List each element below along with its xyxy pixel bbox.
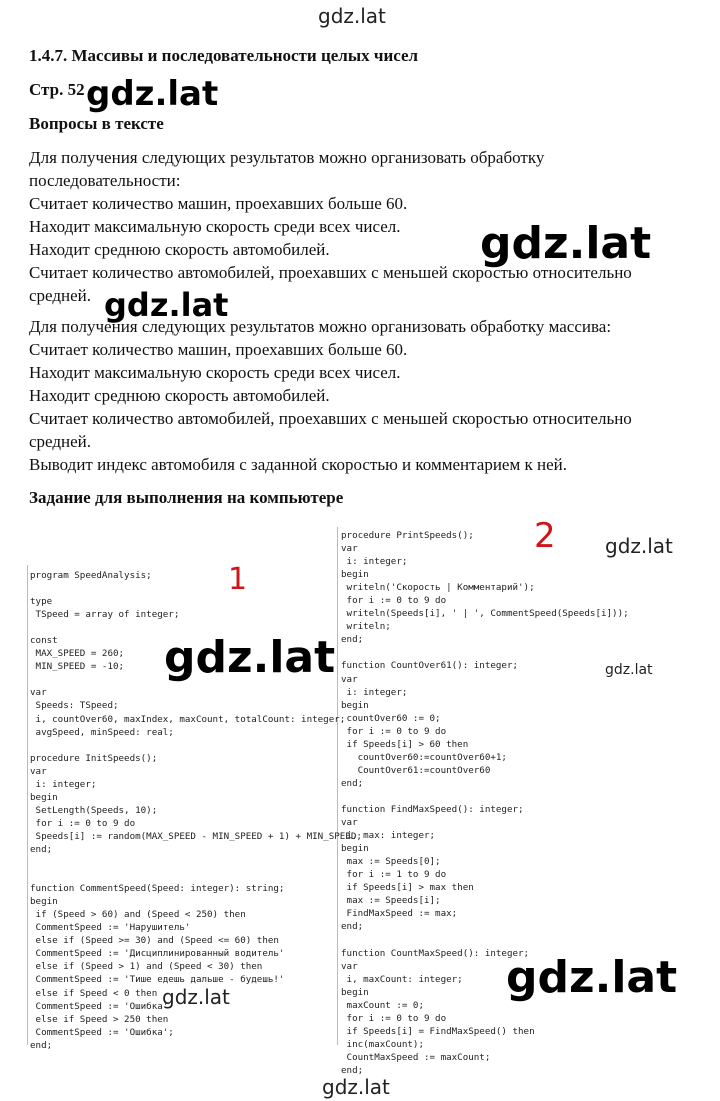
- code-line: i: integer;: [341, 556, 408, 568]
- code-line: CommentSpeed := 'Дисциплинированный водитель': [30, 948, 285, 960]
- code-left-border: [27, 565, 28, 1045]
- code-line: [341, 933, 629, 946]
- code-line: countOver60:=countOver60+1;: [341, 751, 507, 763]
- code-line: else if (Speed >= 30) and (Speed <= 60) then: [30, 935, 279, 947]
- code-line: else if Speed > 250 then: [30, 1013, 169, 1025]
- section-title: 1.4.7. Массивы и последовательности целых чисел: [29, 46, 419, 65]
- code-line: [341, 646, 629, 659]
- code-line: else if (Speed > 1) and (Speed < 30) then: [30, 961, 263, 973]
- text-line: Считает количество машин, проехавших больше 60.: [29, 340, 408, 359]
- code-line: for i := 0 to 9 do: [341, 725, 447, 737]
- watermark: gdz.lat: [605, 534, 673, 558]
- code-line: program SpeedAnalysis;: [30, 570, 152, 581]
- code-line: procedure PrintSpeeds();: [341, 530, 474, 541]
- text-line: последовательности:: [29, 171, 181, 190]
- watermark: gdz.lat: [480, 218, 652, 269]
- code-line: for i := 0 to 9 do: [30, 817, 136, 829]
- code-line: begin: [341, 843, 369, 855]
- answer-sequence-paragraph: [29, 146, 632, 307]
- code-line: [341, 790, 629, 803]
- code-listing-left: [30, 569, 362, 1052]
- text-line: Находит максимальную скорость среди всех чисел.: [29, 217, 401, 236]
- code-listing-right: [341, 529, 629, 1077]
- watermark: gdz.lat: [322, 1075, 390, 1099]
- code-line: SetLength(Speeds, 10);: [30, 804, 158, 816]
- code-line: i: integer;: [30, 778, 97, 790]
- code-line: MAX_SPEED = 260;: [30, 648, 125, 660]
- text-line: средней.: [29, 286, 92, 305]
- code-line: if Speeds[i] > 60 then: [341, 738, 469, 750]
- code-line: function CountMaxSpeed(): integer;: [341, 947, 530, 959]
- code-line: CommentSpeed := 'Нарушитель': [30, 922, 191, 934]
- task-heading: Задание для выполнения на компьютере: [29, 488, 344, 507]
- watermark: gdz.lat: [506, 952, 678, 1003]
- code-line: [30, 739, 362, 752]
- code-line: writeln(Speeds[i], ' | ', CommentSpeed(Speeds[i]));: [341, 608, 629, 620]
- code-line: begin: [341, 569, 369, 581]
- text-line: средней.: [29, 432, 92, 451]
- code-line: type: [30, 596, 53, 608]
- watermark: gdz.lat: [605, 662, 653, 678]
- text-line: Находит максимальную скорость среди всех чисел.: [29, 363, 401, 382]
- text-line: Для получения следующих результатов можно организовать обработку массива:: [29, 317, 612, 336]
- code-line: [30, 869, 362, 882]
- code-line: CommentSpeed := 'Ошибка';: [30, 1026, 174, 1038]
- code-line: Speeds: TSpeed;: [30, 700, 119, 712]
- code-line: i, max: integer;: [341, 830, 436, 842]
- code-line: if Speeds[i] = FindMaxSpeed() then: [341, 1025, 535, 1037]
- code-line: [30, 582, 362, 595]
- code-line: [30, 856, 362, 869]
- code-line: [30, 673, 362, 686]
- code-line: function CommentSpeed(Speed: integer): string;: [30, 883, 285, 895]
- code-line: maxCount := 0;: [341, 999, 424, 1011]
- code-line: var: [341, 543, 358, 555]
- code-line: var: [30, 765, 47, 777]
- page-label: Стр. 52: [29, 80, 85, 99]
- code-line: end;: [30, 843, 53, 855]
- text-line: Выводит индекс автомобиля с заданной скоростью и комментарием к ней.: [29, 455, 567, 474]
- code-line: avgSpeed, minSpeed: real;: [30, 726, 174, 738]
- code-line: var: [30, 687, 47, 699]
- code-line: begin: [341, 699, 369, 711]
- handwritten-label-1: 1: [228, 562, 248, 597]
- code-line: begin: [341, 986, 369, 998]
- code-line: end;: [341, 921, 364, 933]
- code-line: end;: [341, 1064, 364, 1076]
- code-line: var: [341, 673, 358, 685]
- handwritten-label-2: 2: [534, 516, 556, 556]
- code-line: CommentSpeed := 'Ошибка': [30, 1000, 169, 1012]
- code-line: end;: [341, 777, 364, 789]
- text-line: Находит среднюю скорость автомобилей.: [29, 386, 330, 405]
- code-line: countOver60 := 0;: [341, 712, 441, 724]
- code-line: else if Speed < 0 then: [30, 987, 158, 999]
- code-line: begin: [30, 896, 58, 908]
- code-line: procedure InitSpeeds();: [30, 752, 158, 764]
- code-line: writeln;: [341, 621, 391, 633]
- code-line: const: [30, 635, 58, 647]
- code-line: end;: [341, 634, 364, 646]
- code-line: i, countOver60, maxIndex, maxCount, totalCount: integer;: [30, 713, 346, 725]
- code-line: CountOver61:=countOver60: [341, 764, 491, 776]
- watermark: gdz.lat: [318, 4, 386, 28]
- answer-array-paragraph: [29, 315, 632, 476]
- code-line: if Speeds[i] > max then: [341, 882, 474, 894]
- code-line: MIN_SPEED = -10;: [30, 661, 125, 673]
- code-line: TSpeed = array of integer;: [30, 609, 180, 621]
- text-line: Считает количество автомобилей, проехавших с меньшей скоростью относительно: [29, 263, 632, 282]
- text-line: Находит среднюю скорость автомобилей.: [29, 240, 330, 259]
- questions-heading: Вопросы в тексте: [29, 114, 164, 133]
- code-line: begin: [30, 791, 58, 803]
- code-line: if (Speed > 60) and (Speed < 250) then: [30, 909, 246, 921]
- code-line: inc(maxCount);: [341, 1038, 424, 1050]
- watermark: gdz.lat: [162, 985, 230, 1009]
- text-line: Считает количество машин, проехавших больше 60.: [29, 194, 408, 213]
- code-line: var: [341, 960, 358, 972]
- code-line: var: [341, 817, 358, 829]
- watermark: gdz.lat: [104, 286, 229, 324]
- code-line: CountMaxSpeed := maxCount;: [341, 1051, 491, 1063]
- code-line: function FindMaxSpeed(): integer;: [341, 803, 524, 815]
- watermark: gdz.lat: [86, 74, 219, 114]
- code-line: i: integer;: [341, 686, 408, 698]
- code-line: [30, 621, 362, 634]
- text-line: Считает количество автомобилей, проехавших с меньшей скоростью относительно: [29, 409, 632, 428]
- code-line: CommentSpeed := 'Тише едешь дальше - будешь!': [30, 974, 285, 986]
- text-line: Для получения следующих результатов можно организовать обработку: [29, 148, 545, 167]
- code-line: end;: [30, 1039, 53, 1051]
- code-line: i, maxCount: integer;: [341, 973, 463, 985]
- code-line: function CountOver61(): integer;: [341, 660, 519, 672]
- watermark: gdz.lat: [164, 632, 336, 683]
- code-line: for i := 1 to 9 do: [341, 869, 447, 881]
- code-line: FindMaxSpeed := max;: [341, 908, 458, 920]
- code-line: for i := 0 to 9 do: [341, 595, 447, 607]
- code-line: writeln('Скорость | Комментарий');: [341, 582, 535, 594]
- code-line: max := Speeds[0];: [341, 856, 441, 868]
- code-line: for i := 0 to 9 do: [341, 1012, 447, 1024]
- code-line: max := Speeds[i];: [341, 895, 441, 907]
- code-line: Speeds[i] := random(MAX_SPEED - MIN_SPEED + 1) + MIN_SPEED;: [30, 830, 362, 842]
